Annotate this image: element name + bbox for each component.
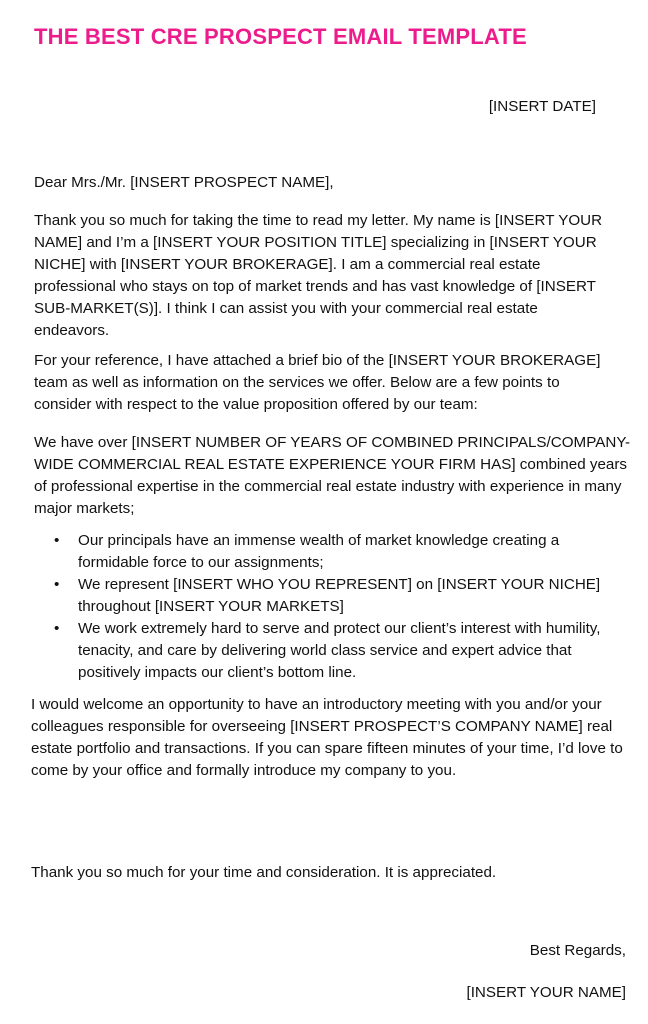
salutation: Dear Mrs./Mr. [INSERT PROSPECT NAME], — [34, 174, 334, 191]
value-proposition-list — [50, 530, 610, 684]
list-item — [50, 618, 610, 684]
list-item-text: We represent [INSERT WHO YOU REPRESENT] on [INSERT YOUR NICHE] throughout [INSERT YOUR MARKETS] — [78, 576, 601, 615]
paragraph-experience: We have over [INSERT NUMBER OF YEARS OF COMBINED PRINCIPALS/COMPANY-WIDE COMMERCIAL REAL ESTATE EXPERIENCE YOUR FIRM HAS] combined years of professional expertise in the commercial real estate industry with experience in many major markets; — [34, 434, 631, 517]
date-placeholder: [INSERT DATE] — [488, 98, 596, 115]
paragraph-reference: For your reference, I have attached a brief bio of the [INSERT YOUR BROKERAGE] team as well as information on the services we offer. Below are a few points to consider with respect to the value proposition offered by our team: — [34, 352, 601, 413]
paragraph-thanks: Thank you so much for your time and consideration. It is appreciated. — [31, 864, 497, 881]
list-item — [50, 530, 610, 574]
bullet-icon: • — [54, 576, 60, 593]
list-item-text: Our principals have an immense wealth of market knowledge creating a formidable force to our assignments; — [78, 532, 560, 571]
document-title: THE BEST CRE PROSPECT EMAIL TEMPLATE — [34, 24, 527, 49]
list-item — [50, 574, 610, 618]
paragraph-introduction: Thank you so much for taking the time to read my letter. My name is [INSERT YOUR NAME] and I’m a [INSERT YOUR POSITION TITLE] specializing in [INSERT YOUR NICHE] with [INSERT YOUR BROKERAGE]. I am a commercial real estate professional who stays on top of market trends and has vast knowledge of [INSERT SUB-MARKET(S)]. I think I can assist you with your commercial real estate endeavors. — [34, 212, 603, 339]
closing-line: Best Regards, — [529, 942, 626, 959]
list-item-text: We work extremely hard to serve and protect our client’s interest with humility, tenacity, and care by delivering world class service and expert advice that positively impacts our client’s bottom line. — [78, 620, 601, 681]
paragraph-meeting-request: I would welcome an opportunity to have an introductory meeting with you and/or your colleagues responsible for overseeing [INSERT PROSPECT’S COMPANY NAME] real estate portfolio and transactions. If you can spare fifteen minutes of your time, I’d love to come by your office and formally introduce my company to you. — [31, 696, 623, 779]
bullet-icon: • — [54, 532, 60, 549]
signature-placeholder: [INSERT YOUR NAME] — [466, 984, 626, 1001]
bullet-icon: • — [54, 620, 60, 637]
